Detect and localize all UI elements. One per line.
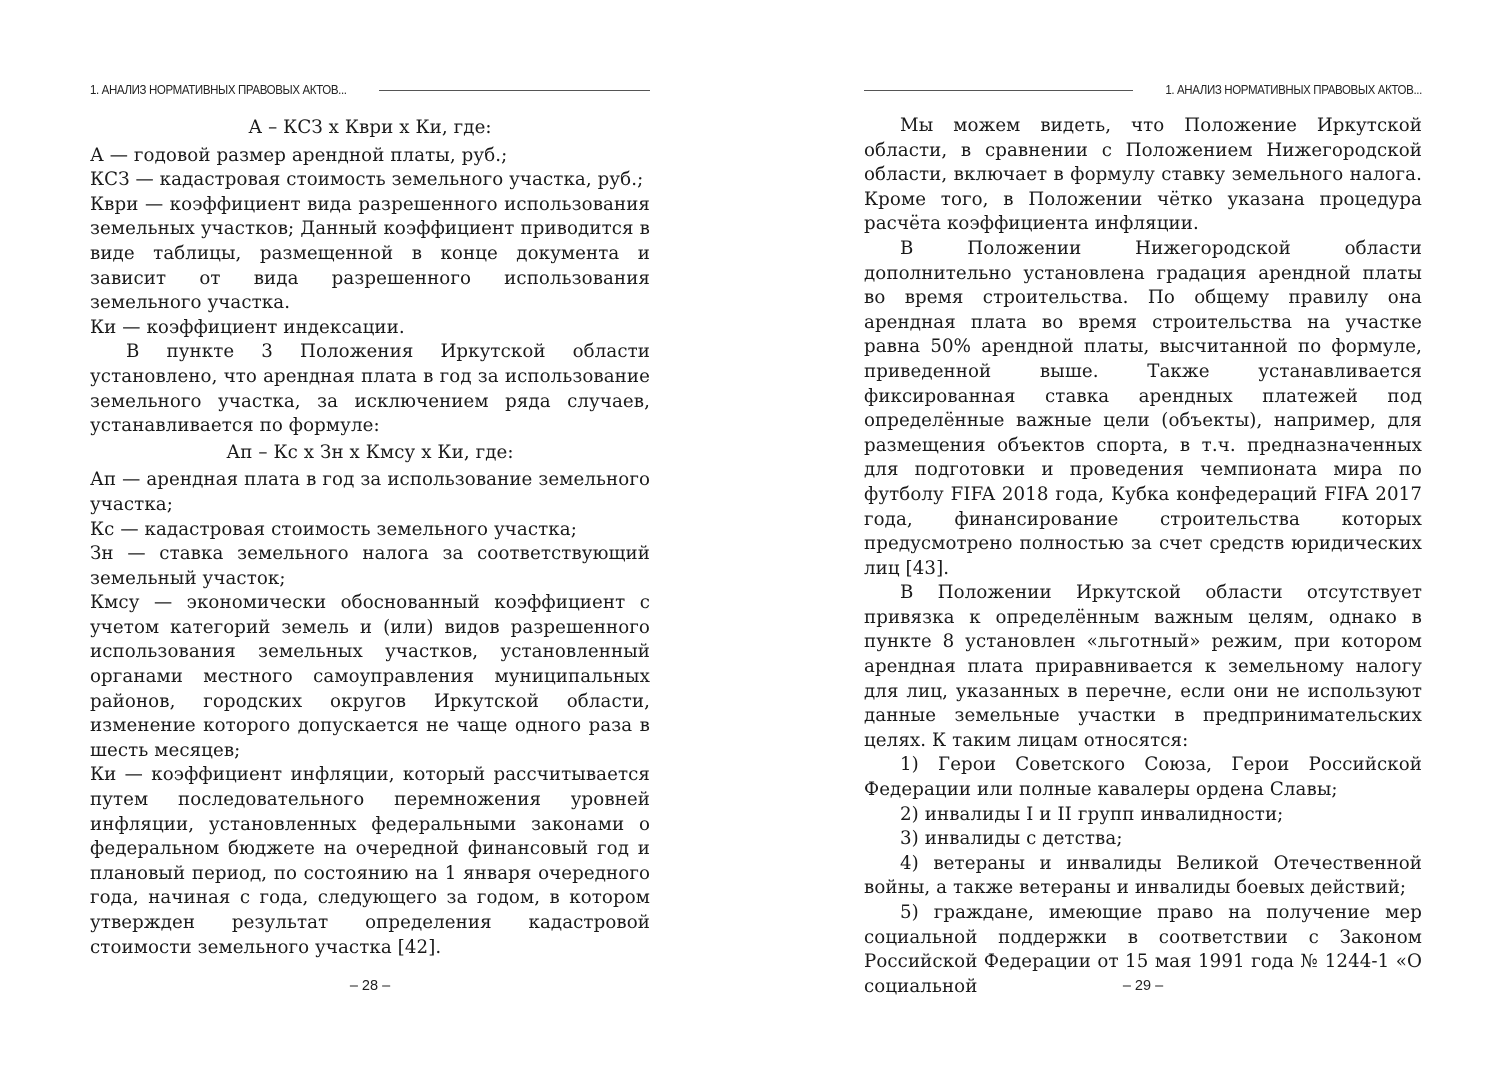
paragraph: Мы можем видеть, что Положение Иркутской области, в сравнении с Положением Нижегородской области, включает в формулу ставку земельного налога. Кроме того, в Положении чётко указана процедура расчёта коэффициента инфляции. <box>864 115 1422 235</box>
running-head-text: 1. АНАЛИЗ НОРМАТИВНЫХ ПРАВОВЫХ АКТОВ... <box>90 83 347 97</box>
left-page <box>90 0 650 1080</box>
definition: Ки — коэффициент индексации. <box>90 316 405 338</box>
header-rule <box>379 90 650 91</box>
page-number: – 29 – <box>1122 978 1164 994</box>
list-item: 5) граждане, имеющие право на получение мер социальной поддержки в соответствии с Законом Российской Федерации от 15 мая 1991 года № 1244-1 «О социальной <box>864 902 1422 997</box>
paragraph: В Положении Нижегородской области дополнительно установлена градация арендной платы во время строительства. По общему правилу она арендная плата во время строительства на участке равна 50% арендной платы, высчитанной по формуле, приведенной выше. Также устанавливается фиксированная ставка арендных платежей под определённые важные цели (объекты), например, для размещения объектов спорта, в т.ч. предназначенных для подготовки и проведения чемпионата мира по футболу FIFA 2018 года, Кубка конфедераций FIFA 2017 года, финансирование строительства которых предусмотрено полностью за счет средств юридических лиц [43]. <box>864 237 1422 579</box>
definition: Ки — коэффициент инфляции, который рассчитывается путем последовательного перемножения уровней инфляции, установленных федеральными законами о федеральном бюджете на очередной финансовый год и плановый период, по состоянию на 1 января очередного года, начиная с года, следующего за годом, в котором утвержден результат определения кадастровой стоимости земельного участка [42]. <box>90 764 650 958</box>
running-head-text: 1. АНАЛИЗ НОРМАТИВНЫХ ПРАВОВЫХ АКТОВ... <box>1165 83 1422 97</box>
running-head <box>864 80 1422 100</box>
definition: Ап — арендная плата в год за использование земельного участка; <box>90 469 650 515</box>
list-item: 1) Герои Советского Союза, Герои Российской Федерации или полные кавалеры ордена Славы; <box>864 754 1422 801</box>
formula: Ап – Кс х Зн х Кмсу х Ки, где: <box>226 441 514 463</box>
definition: Кври — коэффициент вида разрешенного использования земельных участков; Данный коэффициент приводится в виде таблицы, размещенной в конце документа и зависит от вида разрешенного использования земельного участка. <box>90 193 650 314</box>
paragraph: В Положении Иркутской области отсутствует привязка к определённым важным целям, однако в пункте 8 установлен «льготный» режим, при котором арендная плата приравнивается к земельному налогу для лиц, указанных в перечне, если они не используют данные земельные участки в предпринимательских целях. К таким лицам относятся: <box>864 582 1422 751</box>
list-item: 4) ветераны и инвалиды Великой Отечественной войны, а также ветераны и инвалиды боевых действий; <box>864 852 1422 899</box>
header-rule <box>864 90 1133 91</box>
formula: А – КСЗ х Кври х Ки, где: <box>248 117 492 138</box>
running-head <box>90 80 650 100</box>
definition: Кмсу — экономически обоснованный коэффициент с учетом категорий земель и (или) видов разрешенного использования земельных участков, установленный органами местного самоуправления муниципальных районов, городских округов Иркутской области, изменение которого допускается не чаще одного раза в шесть месяцев; <box>90 592 650 761</box>
body-text <box>90 114 650 960</box>
paragraph: В пункте 3 Положения Иркутской области установлено, что арендная плата в год за использование земельного участка, за исключением ряда случаев, устанавливается по формуле: <box>90 341 650 437</box>
definition: Кс — кадастровая стоимость земельного участка; <box>90 518 577 540</box>
right-page <box>864 0 1422 1080</box>
list-item: 3) инвалиды с детства; <box>900 828 1123 850</box>
page-number: – 28 – <box>349 978 391 994</box>
definition: Зн — ставка земельного налога за соответствующий земельный участок; <box>90 543 650 589</box>
definition: А — годовой размер арендной платы, руб.; <box>90 144 508 166</box>
list-item: 2) инвалиды I и II групп инвалидности; <box>900 803 1284 825</box>
definition: КСЗ — кадастровая стоимость земельного участка, руб.; <box>90 169 644 191</box>
body-text <box>864 114 1422 999</box>
